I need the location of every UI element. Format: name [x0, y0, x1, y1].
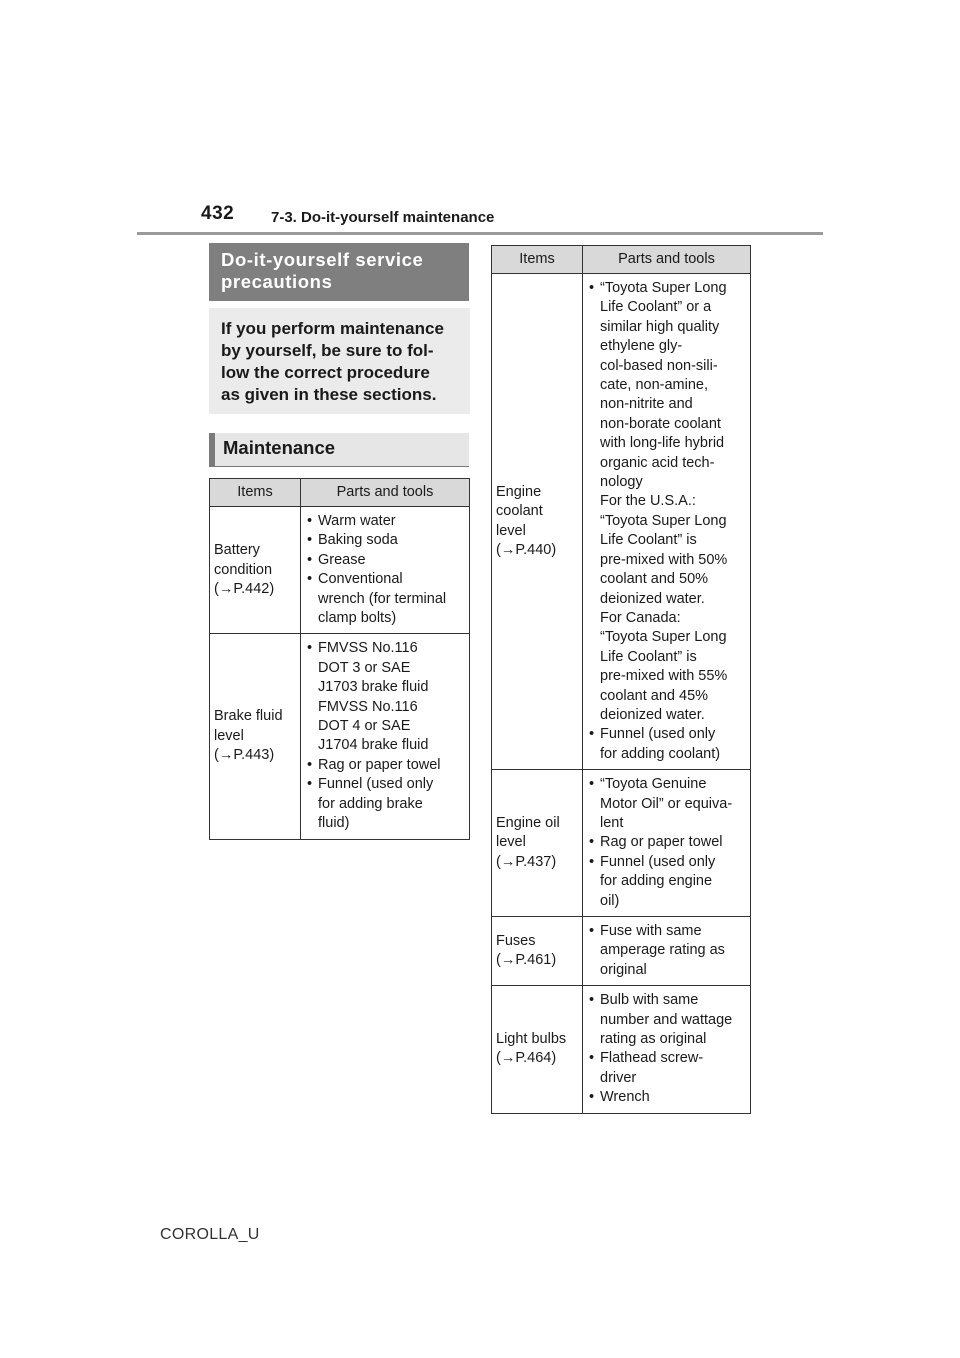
tool-line: For the U.S.A.:	[600, 493, 696, 510]
tools-cell	[301, 634, 470, 839]
tool-line: • Funnel (used only	[600, 853, 716, 870]
table-row	[210, 507, 470, 634]
tool-line: • “Toyota Genuine	[600, 776, 707, 793]
list-item	[301, 756, 467, 775]
tool-line: • Bulb with same	[600, 992, 699, 1009]
tool-line: “Toyota Super Long	[600, 629, 727, 646]
tool-line: for adding engine	[600, 873, 713, 890]
tool-line: • Rag or paper towel	[318, 756, 441, 773]
tool-line: J1703 brake fluid	[318, 679, 429, 696]
tool-line: • Rag or paper towel	[600, 834, 723, 851]
item-line: condition	[214, 561, 273, 578]
tool-line: deionized water.	[600, 706, 705, 723]
tool-line: • Baking soda	[318, 532, 398, 549]
list-item	[301, 531, 467, 550]
list-item	[583, 922, 748, 980]
tool-line: fluid)	[318, 815, 350, 832]
tools-list	[583, 775, 748, 911]
list-item	[301, 512, 467, 531]
parts-column-header: Parts and tools	[301, 479, 470, 507]
item-cell	[492, 770, 583, 917]
tool-line: • FMVSS No.116	[318, 640, 418, 657]
item-cell	[492, 986, 583, 1113]
item-cell	[492, 917, 583, 986]
item-cell	[210, 634, 301, 839]
list-item	[583, 725, 748, 764]
tool-line: wrench (for terminal	[318, 590, 447, 607]
item-cell	[210, 507, 301, 634]
tools-list	[301, 512, 467, 628]
tools-cell	[301, 507, 470, 634]
tool-line: • Conventional	[318, 571, 403, 588]
tool-line: coolant and 45%	[600, 687, 709, 704]
tool-line: lent	[600, 814, 624, 831]
tools-list	[583, 922, 748, 980]
tool-line: • Warm water	[318, 513, 396, 529]
tool-line: DOT 4 or SAE	[318, 718, 411, 735]
table-row	[492, 770, 751, 917]
tool-line: DOT 3 or SAE	[318, 659, 411, 676]
tool-line: amperage rating as	[600, 942, 725, 959]
tool-line: • Flathead screw-	[600, 1050, 704, 1067]
item-line: coolant	[496, 503, 543, 520]
tool-line: rating as original	[600, 1031, 707, 1048]
item-line: (→P.464)	[496, 1050, 557, 1067]
tools-cell	[583, 986, 751, 1113]
item-line: level	[496, 522, 526, 539]
table-row	[492, 274, 751, 770]
tool-line: ethylene gly-	[600, 338, 683, 355]
list-item	[301, 775, 467, 833]
tool-line: • Grease	[318, 551, 366, 568]
tools-cell	[583, 770, 751, 917]
intro-line: If you perform maintenance	[221, 319, 444, 338]
tools-list	[583, 991, 748, 1107]
tools-cell	[583, 917, 751, 986]
tool-line: oil)	[600, 892, 620, 909]
item-line: Brake fluid	[214, 708, 283, 725]
tool-line: with long-life hybrid	[600, 435, 725, 452]
item-line: level	[214, 727, 244, 744]
tools-cell	[583, 274, 751, 770]
tool-line: for adding coolant)	[600, 745, 721, 762]
tool-line: • Fuse with same	[600, 923, 702, 939]
tool-line: Life Coolant” is	[600, 532, 697, 549]
tool-line: cate, non-amine,	[600, 377, 709, 394]
tool-line: original	[600, 961, 647, 978]
tools-list	[583, 279, 748, 764]
heading-line: Do-it-yourself service	[221, 249, 424, 270]
list-item	[583, 775, 748, 833]
item-line: Battery	[214, 542, 260, 559]
maintenance-heading: Maintenance	[209, 433, 469, 467]
list-item	[301, 570, 467, 628]
item-line: Engine oil	[496, 814, 560, 831]
item-line: (→P.440)	[496, 541, 557, 558]
header-rule	[137, 232, 823, 235]
tool-line: organic acid tech-	[600, 454, 715, 471]
item-line: (→P.442)	[214, 580, 275, 597]
tool-line: pre-mixed with 55%	[600, 668, 728, 685]
list-item	[583, 1049, 748, 1088]
right-parts-table	[491, 245, 751, 1114]
tool-line: • Wrench	[600, 1089, 650, 1106]
items-column-header: Items	[492, 246, 583, 274]
intro-line: low the correct procedure	[221, 363, 430, 382]
tool-line: number and wattage	[600, 1011, 733, 1028]
tool-line: • Funnel (used only	[318, 776, 434, 793]
intro-box	[209, 308, 470, 414]
section-title: 7-3. Do-it-yourself maintenance	[271, 209, 495, 226]
list-item	[301, 551, 467, 570]
tool-line: non-nitrite and	[600, 396, 693, 413]
list-item	[301, 639, 467, 755]
tool-line: Life Coolant” is	[600, 648, 697, 665]
parts-column-header: Parts and tools	[583, 246, 751, 274]
tool-line: coolant and 50%	[600, 571, 709, 588]
intro-line: as given in these sections.	[221, 385, 437, 404]
tool-line: for adding brake	[318, 795, 423, 812]
service-precautions-heading	[209, 243, 469, 301]
tool-line: driver	[600, 1069, 637, 1086]
items-column-header: Items	[210, 479, 301, 507]
list-item	[583, 279, 748, 725]
tool-line: similar high quality	[600, 318, 720, 335]
list-item	[583, 833, 748, 852]
tool-line: col-based non-sili-	[600, 357, 718, 374]
tool-line: Motor Oil” or equiva-	[600, 795, 733, 812]
tool-line: deionized water.	[600, 590, 705, 607]
table-row	[492, 986, 751, 1113]
tool-line: • “Toyota Super Long	[600, 280, 727, 296]
footer-label: COROLLA_U	[160, 1226, 260, 1243]
tool-line: J1704 brake fluid	[318, 737, 429, 754]
item-cell	[492, 274, 583, 770]
item-line: (→P.437)	[496, 853, 557, 870]
tool-line: pre-mixed with 50%	[600, 551, 728, 568]
tool-line: For Canada:	[600, 609, 681, 626]
page-number: 432	[201, 203, 235, 224]
heading-line: precautions	[221, 271, 333, 292]
item-line: Engine	[496, 483, 542, 500]
table-row	[210, 634, 470, 839]
list-item	[583, 991, 748, 1049]
tool-line: nology	[600, 474, 643, 491]
list-item	[583, 1088, 748, 1107]
tool-line: clamp bolts)	[318, 610, 397, 627]
tool-line: FMVSS No.116	[318, 698, 418, 715]
list-item	[583, 853, 748, 911]
item-line: (→P.443)	[214, 747, 275, 764]
left-parts-table	[209, 478, 470, 840]
table-header-row	[210, 479, 470, 507]
tools-list	[301, 639, 467, 833]
tool-line: Life Coolant” or a	[600, 299, 712, 316]
table-row	[492, 917, 751, 986]
item-line: (→P.461)	[496, 952, 557, 969]
tool-line: “Toyota Super Long	[600, 512, 727, 529]
item-line: Light bulbs	[496, 1031, 567, 1048]
item-line: level	[496, 834, 526, 851]
item-line: Fuses	[496, 932, 536, 949]
tool-line: • Funnel (used only	[600, 726, 716, 743]
tool-line: non-borate coolant	[600, 415, 721, 432]
table-header-row	[492, 246, 751, 274]
intro-line: by yourself, be sure to fol-	[221, 341, 434, 360]
